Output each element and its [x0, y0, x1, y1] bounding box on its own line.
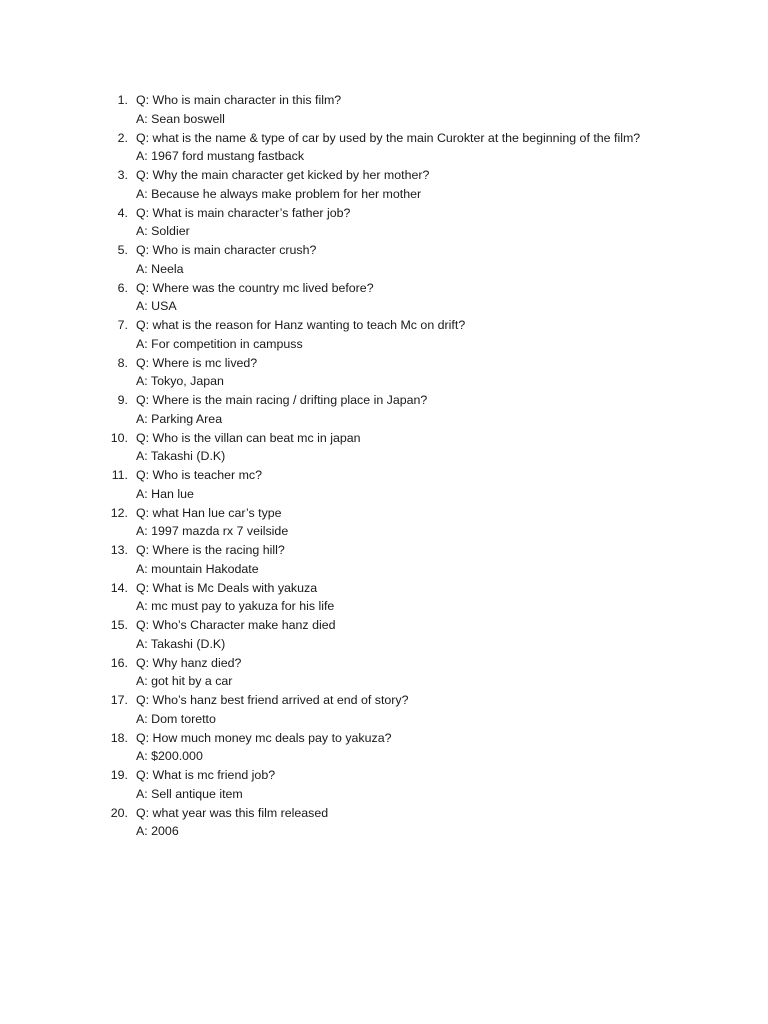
answer-text: A: Dom toretto	[136, 711, 216, 726]
answer-text: A: mc must pay to yakuza for his life	[136, 599, 335, 614]
qa-item-10	[104, 429, 744, 467]
answer-text: A: Sean boswell	[136, 111, 225, 126]
qa-item-15	[104, 616, 744, 654]
question-text: Q: what year was this film released	[136, 805, 329, 820]
answer-text: A: Han lue	[136, 486, 194, 501]
qa-list	[104, 91, 744, 841]
answer-text: A: Takashi (D.K)	[136, 449, 226, 464]
qa-number: 13.	[110, 543, 128, 557]
qa-number: 8.	[117, 355, 128, 370]
question-text: Q: Who is main character in this film?	[136, 93, 342, 107]
answer-text: A: Takashi (D.K)	[136, 636, 226, 651]
question-text: Q: Where is the main racing / drifting place in Japan?	[136, 393, 428, 407]
question-text: Q: Why the main character get kicked by her mother?	[136, 168, 430, 182]
qa-item-9	[104, 391, 744, 429]
qa-number: 6.	[117, 280, 128, 295]
question-text: Q: Where is mc lived?	[136, 355, 258, 370]
qa-item-7	[104, 316, 744, 354]
qa-number: 17.	[110, 693, 128, 707]
qa-number: 3.	[117, 168, 128, 182]
question-text: Q: what is the reason for Hanz wanting to teach Mc on drift?	[136, 318, 466, 332]
question-text: Q: How much money mc deals pay to yakuza?	[136, 730, 392, 745]
qa-item-2	[104, 129, 744, 167]
answer-text: A: mountain Hakodate	[136, 561, 259, 576]
question-text: Q: Who’s hanz best friend arrived at end of story?	[136, 693, 409, 707]
answer-text: A: USA	[136, 299, 177, 314]
answer-text: A: 1967 ford mustang fastback	[136, 149, 305, 164]
question-text: Q: Who is main character crush?	[136, 243, 317, 257]
answer-text: A: Soldier	[136, 224, 190, 239]
question-text: Q: Where was the country mc lived before?	[136, 280, 374, 295]
qa-item-1	[104, 91, 744, 129]
answer-text: A: 2006	[136, 824, 179, 839]
answer-text: A: Because he always make problem for her mother	[136, 186, 422, 201]
question-text: Q: What is main character’s father job?	[136, 205, 351, 220]
qa-number: 4.	[117, 205, 128, 220]
qa-number: 11.	[111, 468, 128, 482]
qa-item-17	[104, 691, 744, 729]
qa-number: 20.	[110, 805, 128, 820]
question-text: Q: Who is teacher mc?	[136, 468, 263, 482]
qa-number: 7.	[117, 318, 128, 332]
qa-item-14	[104, 579, 744, 617]
qa-number: 9.	[117, 393, 128, 407]
question-text: Q: Where is the racing hill?	[136, 543, 285, 557]
answer-text: A: Tokyo, Japan	[136, 374, 224, 389]
qa-item-19	[104, 766, 744, 804]
answer-text: A: Sell antique item	[136, 786, 243, 801]
question-text: Q: What is Mc Deals with yakuza	[136, 580, 318, 595]
qa-item-13	[104, 541, 744, 579]
question-text: Q: what is the name & type of car by used by the main Curokter at the beginning of the film?	[136, 130, 641, 145]
qa-number: 2.	[117, 130, 128, 145]
qa-number: 18.	[110, 730, 128, 745]
question-text: Q: what Han lue car’s type	[136, 505, 282, 520]
qa-item-11	[104, 466, 744, 504]
qa-item-16	[104, 654, 744, 692]
qa-item-5	[104, 241, 744, 279]
qa-number: 1.	[117, 93, 128, 107]
qa-item-3	[104, 166, 744, 204]
answer-text: A: Parking Area	[136, 411, 223, 426]
answer-text: A: got hit by a car	[136, 674, 233, 689]
qa-number: 19.	[110, 768, 128, 782]
question-text: Q: Who’s Character make hanz died	[136, 618, 336, 632]
qa-item-12	[104, 504, 744, 542]
question-text: Q: Why hanz died?	[136, 655, 242, 670]
qa-item-4	[104, 204, 744, 242]
answer-text: A: $200.000	[136, 749, 203, 764]
qa-item-6	[104, 279, 744, 317]
qa-number: 15.	[110, 618, 128, 632]
question-text: Q: What is mc friend job?	[136, 768, 276, 782]
qa-item-18	[104, 729, 744, 767]
qa-number: 16.	[110, 655, 128, 670]
answer-text: A: 1997 mazda rx 7 veilside	[136, 524, 289, 539]
answer-text: A: Neela	[136, 261, 184, 276]
qa-number: 12.	[110, 505, 128, 520]
qa-number: 5.	[117, 243, 128, 257]
qa-number: 14.	[110, 580, 128, 595]
qa-item-20	[104, 804, 744, 842]
question-text: Q: Who is the villan can beat mc in japan	[136, 430, 361, 445]
answer-text: A: For competition in campuss	[136, 336, 303, 351]
qa-number: 10.	[110, 430, 128, 445]
qa-item-8	[104, 354, 744, 392]
